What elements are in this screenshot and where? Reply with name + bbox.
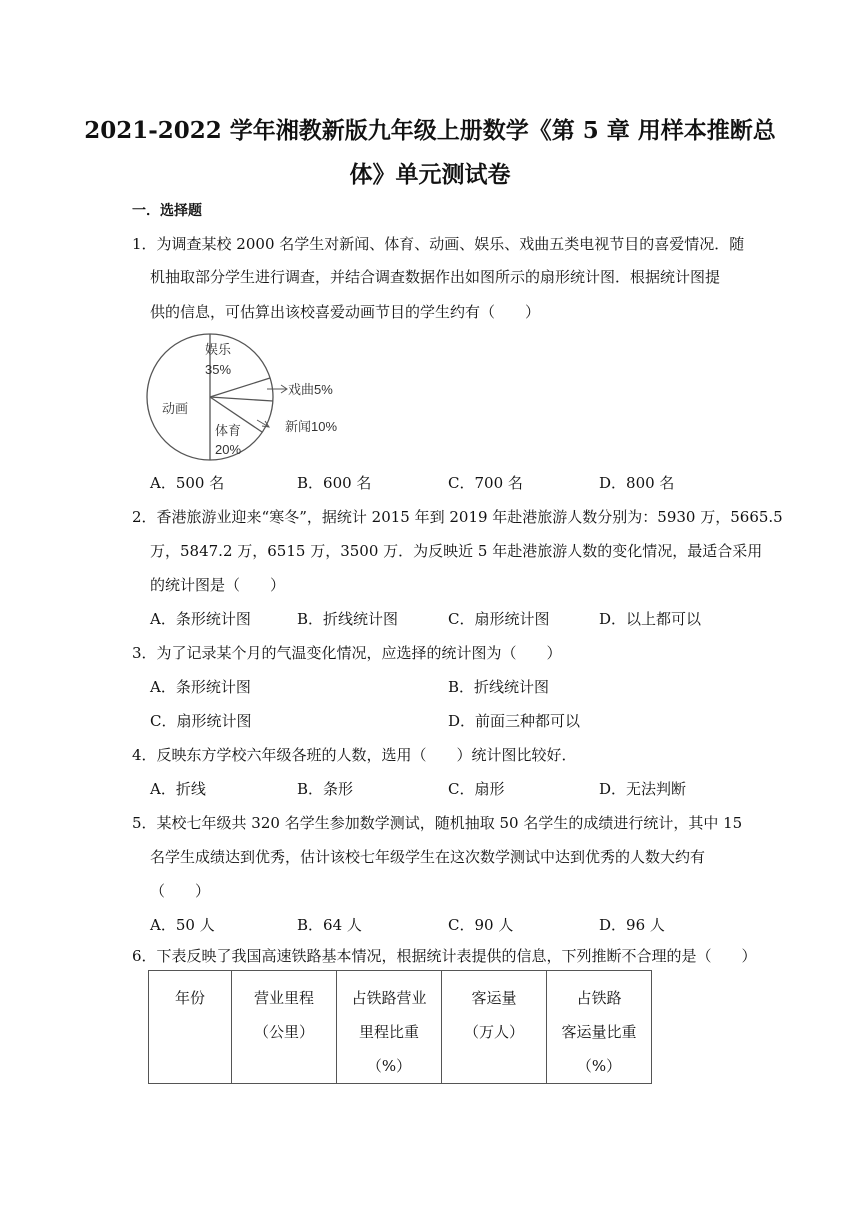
q1-option-b: B．600 名 bbox=[297, 474, 372, 492]
page-title-line-1: 2021-2022 学年湘教新版九年级上册数学《第 5 章 用样本推断总 bbox=[84, 117, 776, 144]
q4-option-a: A．折线 bbox=[150, 780, 206, 798]
question-6-line-1: 6．下表反映了我国高速铁路基本情况，根据统计表提供的信息，下列推断不合理的是（ ） bbox=[132, 947, 757, 965]
question-5-line-3: （ ） bbox=[150, 882, 211, 900]
q2-option-a: A．条形统计图 bbox=[150, 610, 251, 628]
header-year: 年份 bbox=[149, 971, 232, 1084]
q2-option-c: C．扇形统计图 bbox=[448, 610, 550, 628]
q3-option-b: B．折线统计图 bbox=[448, 678, 550, 696]
question-5-line-1: 5．某校七年级共 320 名学生参加数学测试，随机抽取 50 名学生的成绩进行统计，其中 15 bbox=[132, 814, 743, 832]
slice-value-yule: 35% bbox=[205, 362, 232, 377]
question-2-line-1: 2．香港旅游业迎来“寒冬”，据统计 2015 年到 2019 年赴港旅游人数分别为：5930 万，5665.5 bbox=[132, 508, 783, 526]
slice-label-xinwen: 新闻10% bbox=[285, 419, 338, 434]
q2-option-b: B．折线统计图 bbox=[297, 610, 399, 628]
q1-option-d: D．800 名 bbox=[599, 474, 675, 492]
question-1-line-3: 供的信息，可估算出该校喜爱动画节目的学生约有（ ） bbox=[150, 303, 541, 321]
q4-option-b: B．条形 bbox=[297, 780, 354, 798]
question-1-line-2: 机抽取部分学生进行调查，并结合调查数据作出如图所示的扇形统计图．根据统计图提 bbox=[150, 268, 721, 286]
slice-label-donghua: 动画 bbox=[162, 401, 189, 416]
slice-label-xiqu: 戏曲5% bbox=[288, 382, 333, 397]
table-header-row bbox=[149, 971, 652, 1084]
question-2-line-3: 的统计图是（ ） bbox=[150, 576, 286, 594]
question-5-line-2: 名学生成绩达到优秀，估计该校七年级学生在这次数学测试中达到优秀的人数大约有 bbox=[150, 848, 706, 866]
q3-option-d: D．前面三种都可以 bbox=[448, 712, 581, 730]
page-title-line-2: 体》单元测试卷 bbox=[349, 161, 511, 188]
q4-option-c: C．扇形 bbox=[448, 780, 505, 798]
question-4-line-1: 4．反映东方学校六年级各班的人数，选用（ ）统计图比较好． bbox=[132, 746, 577, 764]
q4-option-d: D．无法判断 bbox=[599, 780, 687, 798]
q3-option-c: C．扇形统计图 bbox=[150, 712, 252, 730]
q5-option-a: A．50 人 bbox=[150, 916, 215, 934]
header-passenger-volume: 客运量 （万人） bbox=[442, 971, 547, 1084]
question-1-line-1: 1．为调查某校 2000 名学生对新闻、体育、动画、娱乐、戏曲五类电视节目的喜爱情况．随 bbox=[132, 235, 745, 253]
q5-option-c: C．90 人 bbox=[448, 916, 514, 934]
q5-option-d: D．96 人 bbox=[599, 916, 665, 934]
pie-chart bbox=[145, 330, 355, 465]
header-passenger-share: 占铁路 客运量比重 （%） bbox=[547, 971, 652, 1084]
q2-option-d: D．以上都可以 bbox=[599, 610, 702, 628]
question-3-line-1: 3．为了记录某个月的气温变化情况，应选择的统计图为（ ） bbox=[132, 644, 562, 662]
q1-option-a: A．500 名 bbox=[150, 474, 225, 492]
section-heading: 一．选择题 bbox=[132, 203, 202, 219]
q3-option-a: A．条形统计图 bbox=[150, 678, 251, 696]
header-operating-mileage: 营业里程 （公里） bbox=[232, 971, 337, 1084]
slice-label-tiyu: 体育 bbox=[215, 423, 242, 438]
question-2-line-2: 万，5847.2 万，6515 万，3500 万．为反映近 5 年赴港旅游人数的变化情况，最适合采用 bbox=[150, 542, 763, 560]
q1-option-c: C．700 名 bbox=[448, 474, 523, 492]
slice-label-yule: 娱乐 bbox=[205, 342, 232, 357]
railway-table bbox=[148, 970, 652, 1084]
q5-option-b: B．64 人 bbox=[297, 916, 362, 934]
slice-value-tiyu: 20% bbox=[215, 442, 242, 457]
header-mileage-share: 占铁路营业 里程比重 （%） bbox=[337, 971, 442, 1084]
